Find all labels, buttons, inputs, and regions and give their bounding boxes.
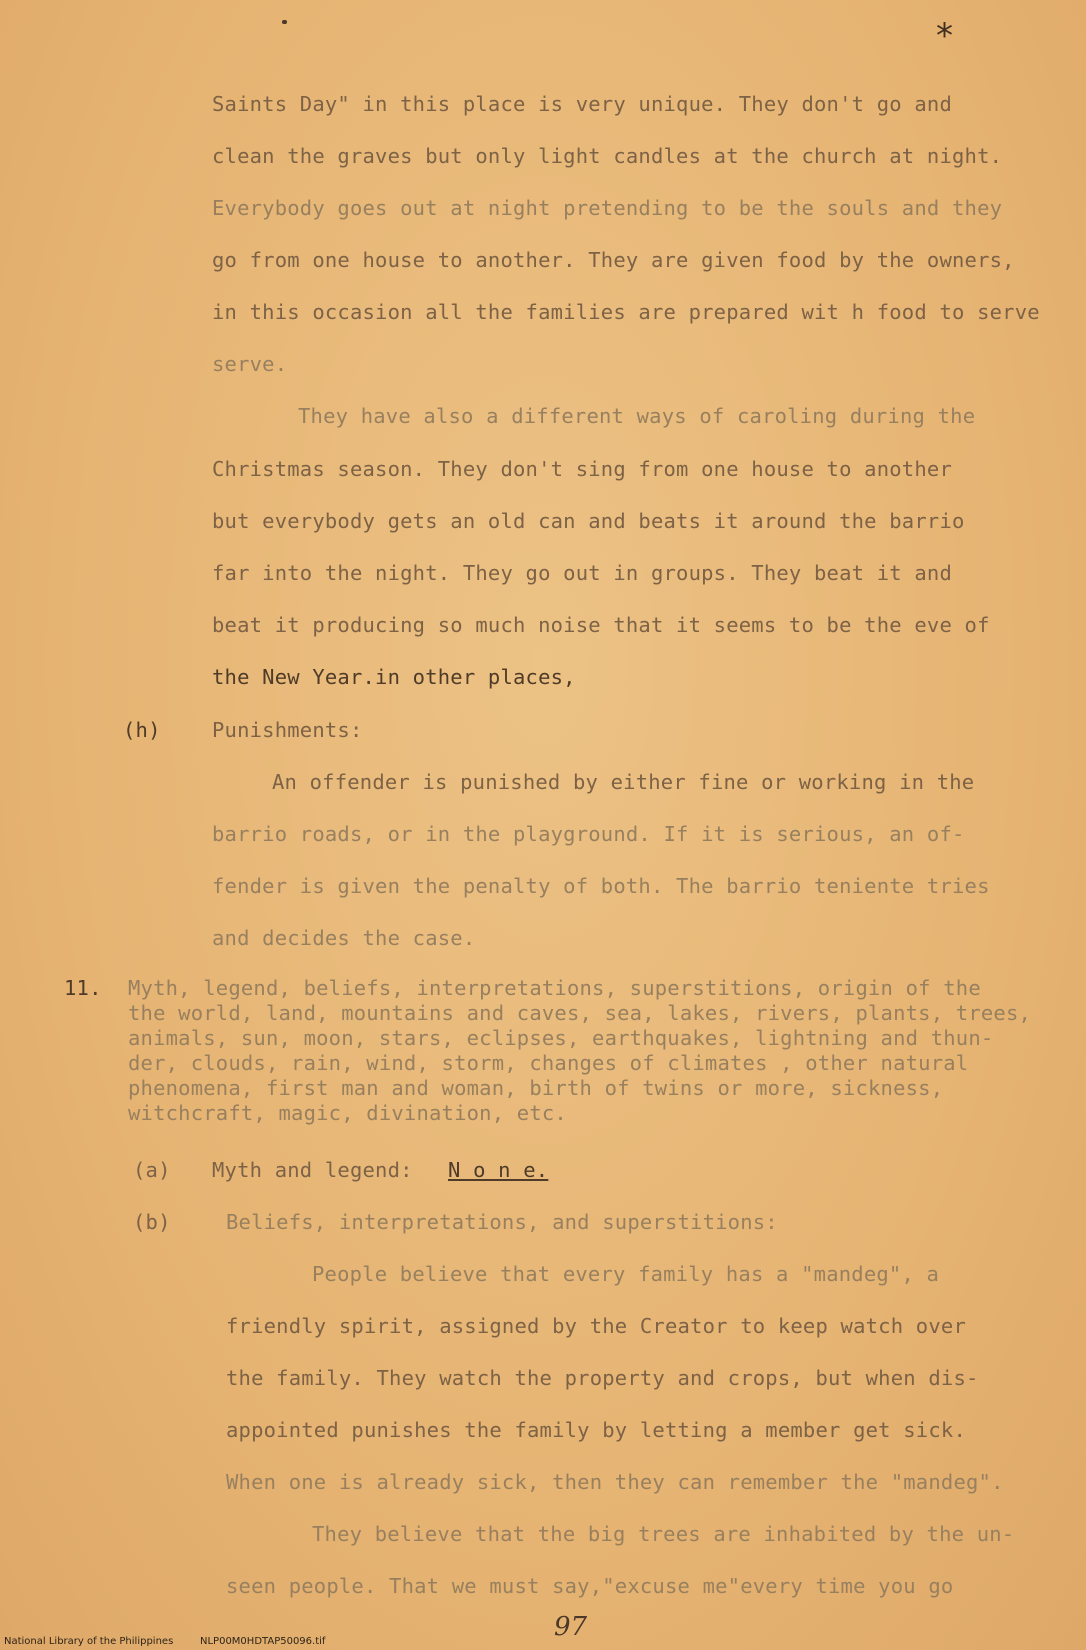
item-number: 11.: [64, 976, 102, 1000]
text-line: der, clouds, rain, wind, storm, changes of climates , other natural: [128, 1051, 969, 1075]
section-title: Punishments:: [212, 718, 363, 742]
section-title: Beliefs, interpretations, and superstitions:: [226, 1210, 778, 1234]
text-line: animals, sun, moon, stars, eclipses, earthquakes, lightning and thun-: [128, 1026, 994, 1050]
text-line: far into the night. They go out in groups. They beat it and: [212, 561, 952, 585]
asterisk-mark: *: [936, 16, 953, 56]
text-line: go from one house to another. They are given food by the owners,: [212, 248, 1015, 272]
text-line: They have also a different ways of caroling during the: [298, 404, 976, 428]
section-label: (b): [133, 1210, 171, 1234]
text-line: the family. They watch the property and crops, but when dis-: [226, 1366, 979, 1390]
text-line: and decides the case.: [212, 926, 476, 950]
text-line: Everybody goes out at night pretending to be the souls and they: [212, 196, 1003, 220]
text-line: Saints Day" in this place is very unique. They don't go and: [212, 92, 952, 116]
text-line: barrio roads, or in the playground. If it is serious, an of-: [212, 822, 965, 846]
text-line: beat it producing so much noise that it seems to be the eve of: [212, 613, 990, 637]
text-line: When one is already sick, then they can remember the "mandeg".: [226, 1470, 1004, 1494]
text-line: appointed punishes the family by letting a member get sick.: [226, 1418, 966, 1442]
text-line: clean the graves but only light candles at the church at night.: [212, 144, 1003, 168]
text-line: in this occasion all the families are prepared wit h food to serve: [212, 300, 1040, 324]
text-line: fender is given the penalty of both. The barrio teniente tries: [212, 874, 990, 898]
section-title: Myth and legend:: [212, 1158, 413, 1182]
text-line: the world, land, mountains and caves, sea, lakes, rivers, plants, trees,: [128, 1001, 1032, 1025]
section-value: N o n e.: [448, 1158, 549, 1182]
section-label: (a): [133, 1158, 171, 1182]
text-line: Christmas season. They don't sing from one house to another: [212, 457, 952, 481]
footer-filename: NLP00M0HDTAP50096.tif: [200, 1636, 326, 1647]
ink-dot: [282, 20, 287, 24]
text-line: serve.: [212, 352, 288, 376]
text-line: witchcraft, magic, divination, etc.: [128, 1101, 567, 1125]
text-line: seen people. That we must say,"excuse me"every time you go: [226, 1574, 954, 1598]
text-line: phenomena, first man and woman, birth of twins or more, sickness,: [128, 1076, 944, 1100]
text-line: friendly spirit, assigned by the Creator to keep watch over: [226, 1314, 966, 1338]
section-label: (h): [123, 718, 161, 742]
text-line: They believe that the big trees are inhabited by the un-: [312, 1522, 1015, 1546]
text-line: People believe that every family has a "mandeg", a: [312, 1262, 940, 1286]
text-line: Myth, legend, beliefs, interpretations, superstitions, origin of the: [128, 976, 981, 1000]
page-number: 97: [554, 1612, 588, 1642]
footer-library: National Library of the Philippines: [4, 1636, 174, 1647]
text-line: An offender is punished by either fine or working in the: [272, 770, 975, 794]
text-line: but everybody gets an old can and beats it around the barrio: [212, 509, 965, 533]
text-line: the New Year.in other places,: [212, 665, 576, 689]
